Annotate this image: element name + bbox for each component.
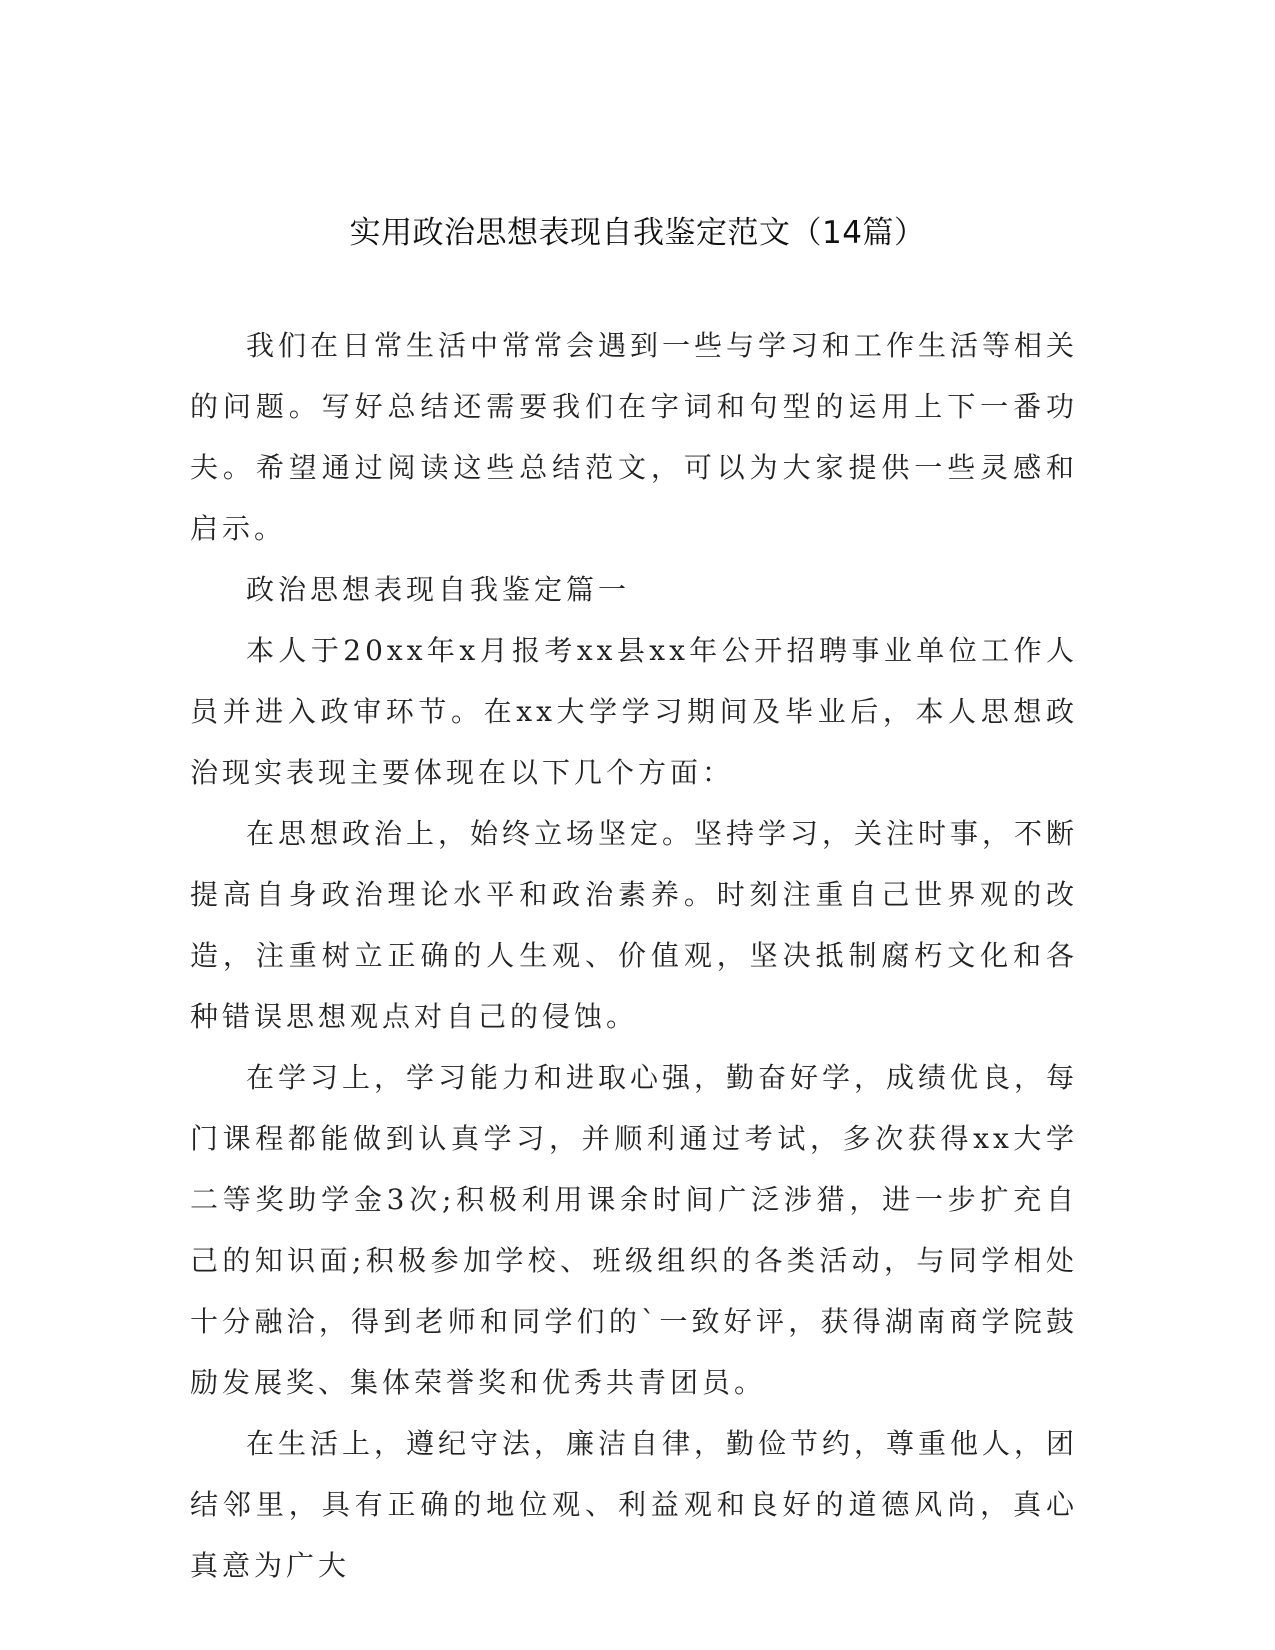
section-heading: 政治思想表现自我鉴定篇一 [246, 573, 631, 606]
intro-paragraph: 我们在日常生活中常常会遇到一些与学习和工作生活等相关的问题。写好总结还需要我们在字词和句型的运用上下一番功夫。希望通过阅读这些总结范文，可以为大家提供一些灵感和启示。 [190, 329, 1079, 545]
body-paragraph: 在思想政治上，始终立场坚定。坚持学习，关注时事，不断提高自身政治理论水平和政治素养。时刻注重自己世界观的改造，注重树立正确的人生观、价值观，坚决抵制腐朽文化和各种错误思想观点对自己的侵蚀。 [190, 817, 1079, 1033]
body-paragraph: 在生活上，遵纪守法，廉洁自律，勤俭节约，尊重他人，团结邻里，具有正确的地位观、利益观和良好的道德风尚，真心真意为广大 [190, 1427, 1079, 1582]
document-body [190, 315, 1078, 1596]
body-paragraph: 本人于20xx年x月报考xx县xx年公开招聘事业单位工作人员并进入政审环节。在xx大学学习期间及毕业后，本人思想政治现实表现主要体现在以下几个方面： [190, 634, 1078, 789]
document-title: 实用政治思想表现自我鉴定范文（14篇） [349, 215, 926, 251]
body-paragraph: 在学习上，学习能力和进取心强，勤奋好学，成绩优良，每门课程都能做到认真学习，并顺利通过考试，多次获得xx大学二等奖助学金3次;积极利用课余时间广泛涉猎，进一步扩充自己的知识面;积极参加学校、班级组织的各类活动，与同学相处十分融洽，得到老师和同学们的`一致好评，获得湖南商学院鼓励发展奖、集体荣誉奖和优秀共青团员。 [190, 1061, 1079, 1399]
